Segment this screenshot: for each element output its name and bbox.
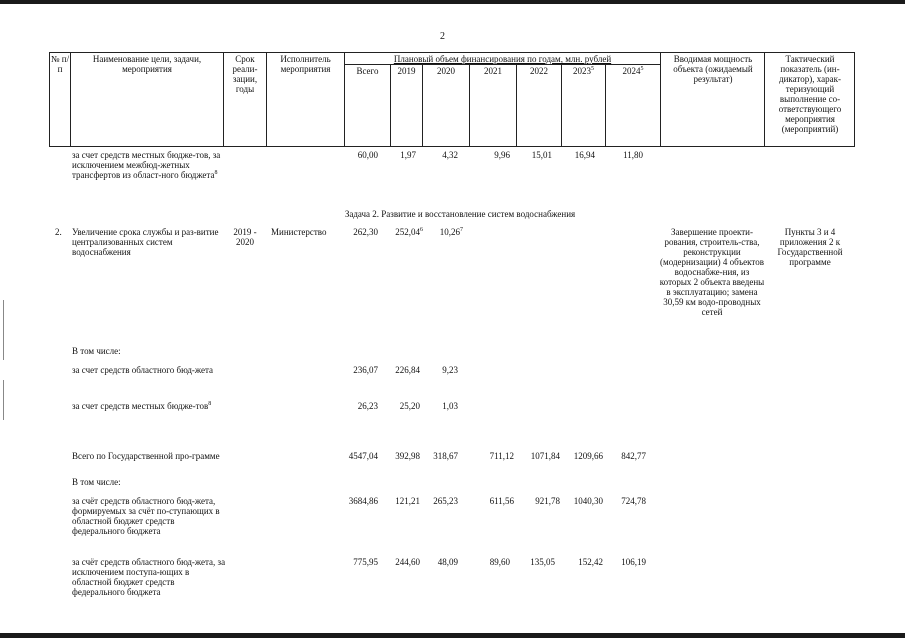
row-local-budget-total: 60,00 xyxy=(357,150,378,160)
header-year-2019: 2019 xyxy=(397,66,416,76)
header-col-total: Всего xyxy=(356,66,379,76)
header-col-term: Срок реали-зации, годы xyxy=(232,54,258,94)
row-federal-regional-2020: 265,23 xyxy=(433,496,458,506)
row-local-budget-2021: 9,96 xyxy=(494,150,510,160)
row-local-total: 26,23 xyxy=(357,401,378,411)
row-regional-excl-total: 775,95 xyxy=(353,557,378,567)
scan-margin-mark xyxy=(3,300,4,360)
header-year-2023: 2023$^5$ xyxy=(573,66,594,76)
including-label-2: В том числе: xyxy=(72,477,121,487)
item-2-2019: 252,04$^6$ xyxy=(395,227,423,237)
row-total-program-2023: 1209,66 xyxy=(573,451,603,461)
row-federal-regional-2021: 611,56 xyxy=(489,496,514,506)
row-regional-excl-2020: 48,09 xyxy=(437,557,458,567)
item-2-executor: Министерство xyxy=(271,227,327,237)
scan-bottom-border xyxy=(0,633,905,638)
header-col-number: № п/п xyxy=(50,54,70,74)
scan-top-border xyxy=(0,0,905,4)
item-2-total: 262,30 xyxy=(353,227,378,237)
row-local-budget-label: за счет средств местных бюдже-тов, за исключением межбюд-жетных трансфертов из област-ного бюджета$^8$ xyxy=(72,150,221,180)
row-regional-excl-2023: 152,42 xyxy=(578,557,603,567)
row-local-budget-2023: 16,94 xyxy=(574,150,595,160)
row-federal-regional-2024: 724,78 xyxy=(621,496,646,506)
row-local-budget-2022: 15,01 xyxy=(531,150,552,160)
item-2-term: 2019 - 2020 xyxy=(233,227,257,247)
row-total-program-2022: 1071,84 xyxy=(530,451,560,461)
item-2-2020: 10,26$^7$ xyxy=(439,227,463,237)
row-regional-excl-2021: 89,60 xyxy=(489,557,510,567)
header-year-2021: 2021 xyxy=(484,66,502,76)
row-regional-excl-2024: 106,19 xyxy=(621,557,646,567)
row-total-program-total: 4547,04 xyxy=(348,451,378,461)
item-2-label: Увеличение срока службы и раз-витие централизованных систем водоснабжения xyxy=(72,227,219,257)
row-federal-regional-2019: 121,21 xyxy=(395,496,420,506)
row-local-budget-2019: 1,97 xyxy=(400,150,416,160)
header-col-capacity: Вводимая мощность объекта (ожидаемый результат) xyxy=(673,54,753,84)
item-2-number: 2. xyxy=(55,227,62,237)
item-2-capacity: Завершение проекти-рования, строитель-ства, реконструкции (модернизации) 4 объектов водоснабже-ния, из которых 2 объекта введены в эксплуатацию; замена 30,59 км водо-проводных сетей xyxy=(659,227,765,317)
header-year-2020: 2020 xyxy=(437,66,455,76)
including-label-1: В том числе: xyxy=(72,346,121,356)
row-total-program-2019: 392,98 xyxy=(395,451,420,461)
header-col-executor: Исполнитель мероприятия xyxy=(280,54,331,74)
row-regional-label: за счет средств областного бюд-жета xyxy=(72,365,214,375)
row-federal-regional-2023: 1040,30 xyxy=(573,496,603,506)
header-col-name: Наименование цели, задачи, мероприятия xyxy=(92,54,202,74)
row-regional-2019: 226,84 xyxy=(395,365,420,375)
row-total-program-2024: 842,77 xyxy=(621,451,646,461)
row-federal-regional-2022: 921,78 xyxy=(535,496,560,506)
row-total-program-2021: 711,12 xyxy=(489,451,514,461)
row-regional-excl-label: за счёт средств областного бюд-жета, за исключением поступа-ющих в областной бюджет средств федерального бюджета xyxy=(72,557,226,597)
row-local-2020: 1,03 xyxy=(442,401,458,411)
header-year-2022: 2022 xyxy=(530,66,548,76)
row-total-program-2020: 318,67 xyxy=(433,451,458,461)
row-total-program-label: Всего по Государственной про-грамме xyxy=(72,451,220,461)
row-regional-2020: 9,23 xyxy=(442,365,458,375)
row-local-2019: 25,20 xyxy=(399,401,420,411)
row-federal-regional-total: 3684,86 xyxy=(348,496,378,506)
row-local-label: за счет средств местных бюдже-тов$^8$ xyxy=(72,401,212,411)
scan-margin-mark xyxy=(3,380,4,420)
row-regional-total: 236,07 xyxy=(353,365,378,375)
row-local-budget-2024: 11,80 xyxy=(623,150,643,160)
task-2-title: Задача 2. Развитие и восстановление систем водоснабжения xyxy=(344,209,576,219)
item-2-tactical: Пункты 3 и 4 приложения 2 к Государственной программе xyxy=(777,227,843,267)
header-year-2024: 2024$^5$ xyxy=(622,66,644,76)
row-regional-excl-2019: 244,60 xyxy=(395,557,420,567)
row-local-budget-2020: 4,32 xyxy=(442,150,458,160)
row-federal-regional-label: за счёт средств областного бюд-жета, формируемых за счёт по-ступающих в областной бюджет средств федерального бюджета xyxy=(72,496,220,536)
page-number: 2 xyxy=(440,31,445,42)
row-regional-excl-2022: 135,05 xyxy=(530,557,555,567)
header-plan-title: Плановый объем финансирования по годам, млн. рублей xyxy=(393,54,612,64)
header-col-tactical: Тактический показатель (ин-дикатор), харак-теризующий выполнение со-ответствующего мероприятия (мероприятий) xyxy=(778,54,842,134)
